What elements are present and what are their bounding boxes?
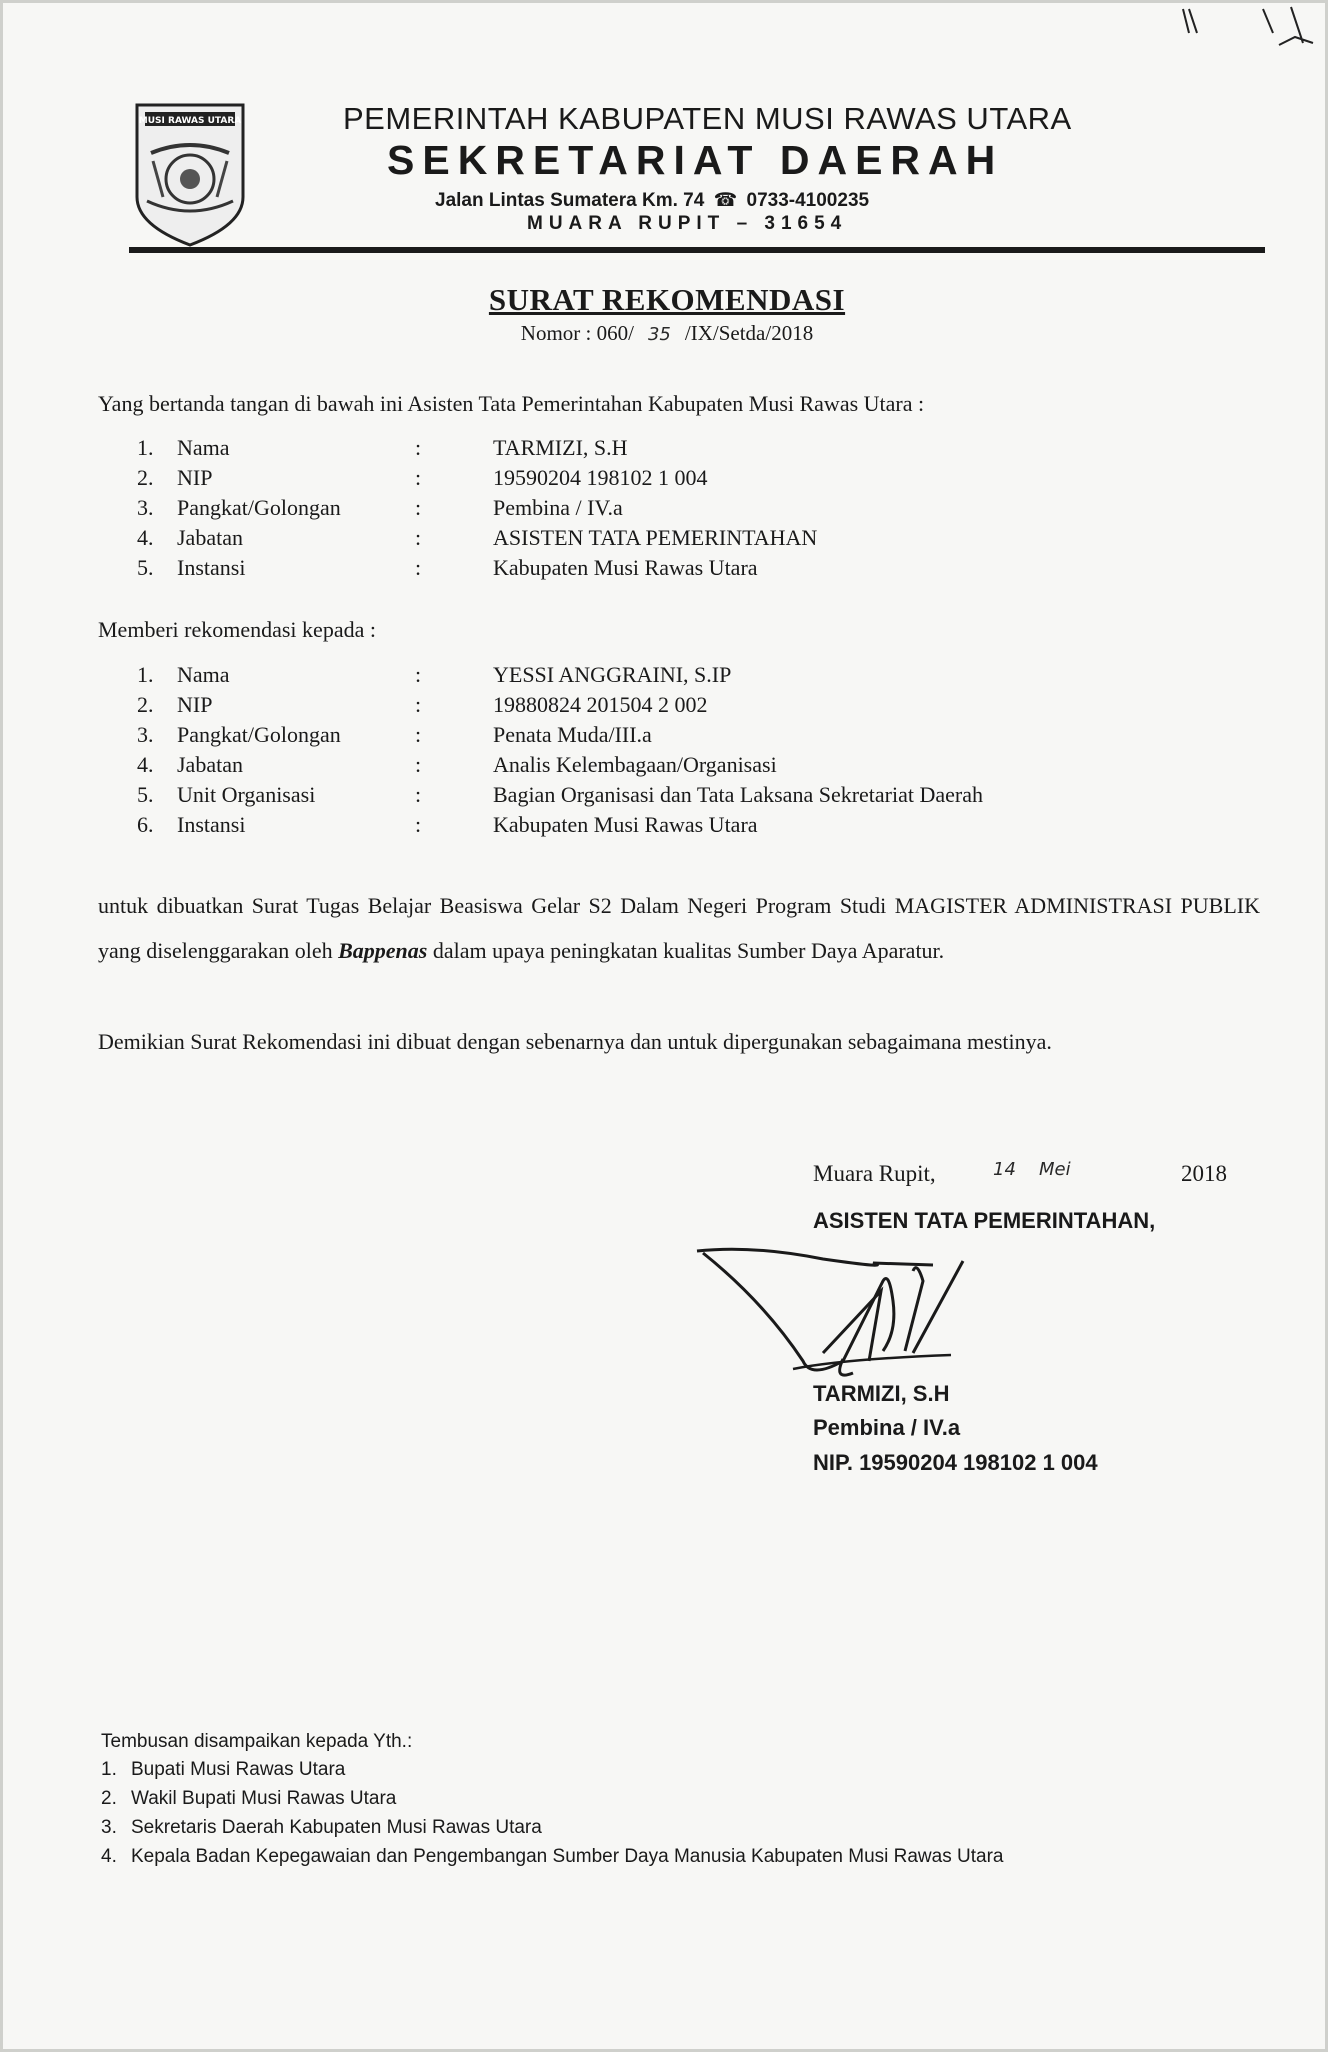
row-label: Nama [177, 662, 230, 687]
header-phone: 0733-4100235 [746, 190, 870, 211]
svg-text:MUSI RAWAS UTARA: MUSI RAWAS UTARA [138, 116, 242, 126]
row-label: Instansi [177, 555, 246, 580]
letter-number-prefix: Nomor : 060/ [520, 321, 634, 345]
closing-paragraph: Demikian Surat Rekomendasi ini dibuat dengan sebenarnya dan untuk dipergunakan sebagaimana mestinya. [98, 1029, 1052, 1054]
row-label: Pangkat/Golongan [177, 495, 341, 520]
row-number: 4. [137, 752, 154, 777]
row-colon: : [415, 752, 422, 777]
row-number: 1. [137, 435, 154, 460]
header-city: MUARA RUPIT – 31654 [527, 213, 848, 234]
corner-handwriting-mark [1163, 3, 1328, 63]
row-label: Instansi [177, 812, 246, 837]
row-number: 2. [137, 692, 154, 717]
date-year: 2018 [1181, 1161, 1227, 1186]
row-value: Analis Kelembagaan/Organisasi [493, 752, 777, 777]
row-value: ASISTEN TATA PEMERINTAHAN [493, 525, 818, 550]
row-colon: : [415, 812, 422, 837]
recipient-intro: Memberi rekomendasi kepada : [98, 617, 376, 642]
signer-rank: Pembina / IV.a [813, 1415, 961, 1440]
date-month-handwritten: Mei [1039, 1159, 1071, 1180]
cc-heading: Tembusan disampaikan kepada Yth.: [101, 1731, 413, 1752]
row-value: TARMIZI, S.H [493, 435, 628, 460]
letter-number-suffix: /IX/Setda/2018 [684, 321, 814, 345]
body-text-part2: dalam upaya peningkatan kualitas Sumber Daya Aparatur. [427, 938, 945, 963]
cc-number: 2. [101, 1788, 117, 1809]
signer-name: TARMIZI, S.H [813, 1381, 950, 1406]
row-colon: : [415, 525, 422, 550]
cc-text: Bupati Musi Rawas Utara [131, 1759, 346, 1780]
phone-icon: ☎ [713, 190, 738, 211]
row-value: Pembina / IV.a [493, 495, 623, 520]
row-label: Jabatan [177, 525, 243, 550]
row-label: Nama [177, 435, 230, 460]
row-colon: : [415, 465, 422, 490]
place-and-date [813, 1161, 1233, 1187]
regency-emblem-logo [131, 101, 249, 247]
row-value: Bagian Organisasi dan Tata Laksana Sekretariat Daerah [493, 782, 984, 807]
row-colon: : [415, 495, 422, 520]
row-value: Kabupaten Musi Rawas Utara [493, 812, 758, 837]
row-colon: : [415, 722, 422, 747]
row-number: 4. [137, 525, 154, 550]
header-street: Jalan Lintas Sumatera Km. 74 [435, 190, 705, 211]
letter-title: SURAT REKOMENDASI [488, 282, 846, 317]
row-number: 5. [137, 555, 154, 580]
body-paragraph [98, 883, 1260, 973]
intro-paragraph: Yang bertanda tangan di bawah ini Asisten Tata Pemerintahan Kabupaten Musi Rawas Utara : [98, 391, 925, 416]
row-number: 2. [137, 465, 154, 490]
row-value: 19880824 201504 2 002 [493, 692, 708, 717]
row-label: Pangkat/Golongan [177, 722, 341, 747]
cc-text: Sekretaris Daerah Kabupaten Musi Rawas Utara [131, 1817, 542, 1838]
row-number: 6. [137, 812, 154, 837]
row-colon: : [415, 692, 422, 717]
row-colon: : [415, 435, 422, 460]
date-day-handwritten: 14 [993, 1159, 1016, 1180]
cc-number: 3. [101, 1817, 117, 1838]
cc-text: Kepala Badan Kepegawaian dan Pengembangan Sumber Daya Manusia Kabupaten Musi Rawas Utara [131, 1846, 1004, 1867]
row-label: NIP [177, 465, 213, 490]
row-colon: : [415, 555, 422, 580]
row-number: 3. [137, 495, 154, 520]
row-value: YESSI ANGGRAINI, S.IP [493, 662, 732, 687]
header-divider [129, 247, 1265, 253]
row-value: Penata Muda/III.a [493, 722, 652, 747]
row-number: 3. [137, 722, 154, 747]
body-text-part1: untuk dibuatkan Surat Tugas Belajar Beasiswa Gelar S2 Dalam Negeri Program Studi MAGISTER ADMINISTRASI PUBLIK yang diselenggarakan oleh [98, 893, 1260, 963]
header-office-name: SEKRETARIAT DAERAH [387, 137, 1004, 183]
signer-nip: NIP. 19590204 198102 1 004 [813, 1450, 1098, 1475]
place: Muara Rupit, [813, 1161, 936, 1186]
row-colon: : [415, 782, 422, 807]
cc-text: Wakil Bupati Musi Rawas Utara [131, 1788, 397, 1809]
letter-number [3, 321, 1328, 346]
letter-number-handwritten: 35 [647, 324, 671, 345]
handwritten-signature [693, 1241, 1013, 1391]
row-number: 1. [137, 662, 154, 687]
cc-number: 1. [101, 1759, 117, 1780]
signer-position: ASISTEN TATA PEMERINTAHAN, [813, 1208, 1156, 1233]
body-emphasis: Bappenas [338, 938, 428, 963]
header-government-name: PEMERINTAH KABUPATEN MUSI RAWAS UTARA [343, 101, 1072, 136]
row-label: NIP [177, 692, 213, 717]
row-number: 5. [137, 782, 154, 807]
row-value: Kabupaten Musi Rawas Utara [493, 555, 758, 580]
cc-number: 4. [101, 1846, 117, 1867]
row-label: Unit Organisasi [177, 782, 316, 807]
row-label: Jabatan [177, 752, 243, 777]
row-colon: : [415, 662, 422, 687]
row-value: 19590204 198102 1 004 [493, 465, 708, 490]
header-address [435, 189, 869, 212]
